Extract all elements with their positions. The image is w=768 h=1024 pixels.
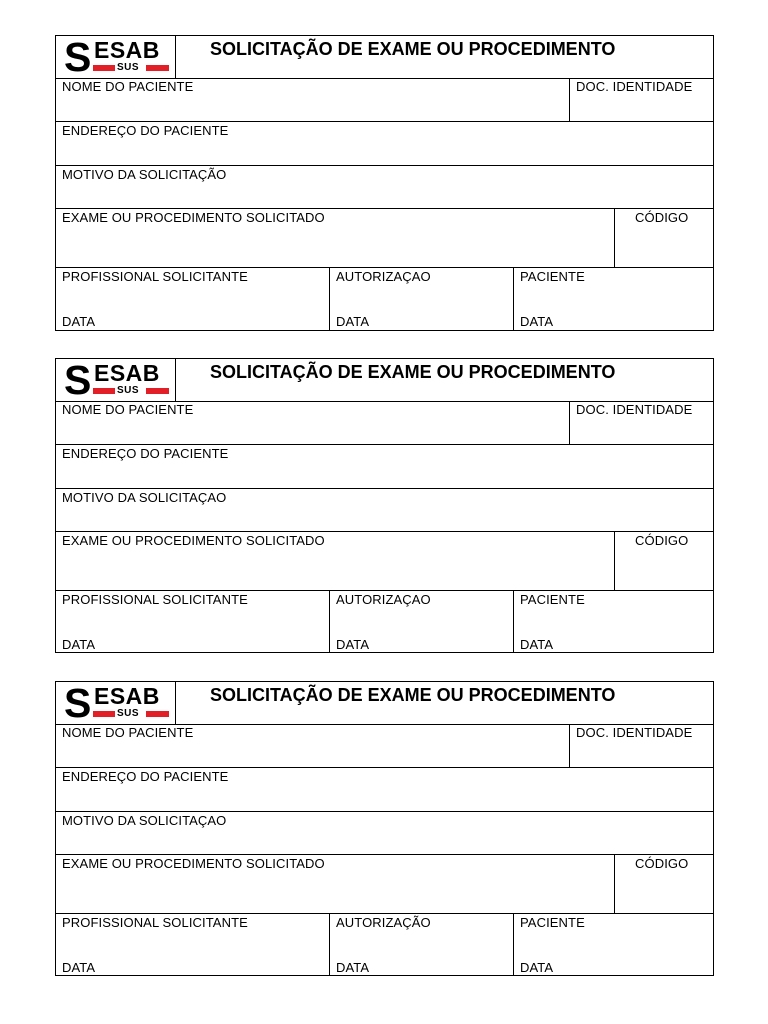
authorization-field[interactable] bbox=[329, 591, 513, 653]
row-exam bbox=[56, 209, 713, 268]
request-form-2 bbox=[55, 358, 714, 653]
id-document-field[interactable] bbox=[569, 78, 713, 121]
authorization-label: AUTORIZAÇAO bbox=[336, 592, 431, 607]
logo-sub: SUS bbox=[117, 62, 140, 73]
authorization-field[interactable] bbox=[329, 268, 513, 330]
form-header bbox=[56, 36, 713, 79]
patient-field[interactable] bbox=[513, 914, 713, 976]
code-label: CÓDIGO bbox=[635, 533, 689, 548]
patient-label: PACIENTE bbox=[520, 269, 585, 284]
reason-field[interactable] bbox=[56, 812, 713, 854]
date-label: DATA bbox=[520, 314, 554, 329]
patient-name-field[interactable] bbox=[56, 724, 569, 767]
form-header bbox=[56, 359, 713, 402]
row-reason bbox=[56, 166, 713, 209]
logo-name: ESAB bbox=[94, 683, 160, 709]
code-field[interactable] bbox=[614, 855, 713, 913]
professional-label: PROFISSIONAL SOLICITANTE bbox=[62, 269, 248, 284]
code-field[interactable] bbox=[614, 209, 713, 267]
patient-field[interactable] bbox=[513, 591, 713, 653]
row-reason bbox=[56, 812, 713, 855]
patient-field[interactable] bbox=[513, 268, 713, 330]
address-label: ENDEREÇO DO PACIENTE bbox=[62, 446, 229, 461]
authorization-label: AUTORIZAÇAO bbox=[336, 269, 431, 284]
patient-name-field[interactable] bbox=[56, 78, 569, 121]
patient-label: PACIENTE bbox=[520, 915, 585, 930]
date-label: DATA bbox=[62, 960, 96, 975]
form-header bbox=[56, 682, 713, 725]
code-label: CÓDIGO bbox=[635, 856, 689, 871]
exam-field[interactable] bbox=[56, 855, 614, 913]
exam-label: EXAME OU PROCEDIMENTO SOLICITADO bbox=[62, 210, 325, 225]
row-exam bbox=[56, 532, 713, 591]
logo-name: ESAB bbox=[94, 360, 160, 386]
row-patient-name bbox=[56, 724, 713, 768]
row-reason bbox=[56, 489, 713, 532]
reason-field[interactable] bbox=[56, 166, 713, 208]
row-address bbox=[56, 445, 713, 489]
exam-field[interactable] bbox=[56, 532, 614, 590]
date-label: DATA bbox=[336, 960, 370, 975]
date-label: DATA bbox=[62, 314, 96, 329]
patient-name-label: NOME DO PACIENTE bbox=[62, 79, 194, 94]
date-label: DATA bbox=[520, 960, 554, 975]
sesab-logo bbox=[56, 682, 176, 724]
logo-red-bar-left bbox=[93, 65, 115, 71]
logo-red-bar-left bbox=[93, 388, 115, 394]
patient-name-label: NOME DO PACIENTE bbox=[62, 402, 194, 417]
professional-label: PROFISSIONAL SOLICITANTE bbox=[62, 915, 248, 930]
logo-letter: S bbox=[64, 34, 92, 80]
code-field[interactable] bbox=[614, 532, 713, 590]
date-label: DATA bbox=[62, 637, 96, 652]
authorization-label: AUTORIZAÇÃO bbox=[336, 915, 431, 930]
logo-sub: SUS bbox=[117, 708, 140, 719]
date-label: DATA bbox=[520, 637, 554, 652]
logo-sub: SUS bbox=[117, 385, 140, 396]
professional-label: PROFISSIONAL SOLICITANTE bbox=[62, 592, 248, 607]
logo-name: ESAB bbox=[94, 37, 160, 63]
reason-label: MOTIVO DA SOLICITAÇÃO bbox=[62, 167, 227, 182]
row-address bbox=[56, 768, 713, 812]
address-field[interactable] bbox=[56, 768, 713, 811]
logo-red-bar-right bbox=[146, 388, 169, 394]
date-label: DATA bbox=[336, 637, 370, 652]
request-form-3 bbox=[55, 681, 714, 976]
form-title: SOLICITAÇÃO DE EXAME OU PROCEDIMENTO bbox=[210, 362, 616, 382]
row-patient-name bbox=[56, 401, 713, 445]
id-document-label: DOC. IDENTIDADE bbox=[576, 725, 693, 740]
row-address bbox=[56, 122, 713, 166]
authorization-field[interactable] bbox=[329, 914, 513, 976]
address-field[interactable] bbox=[56, 122, 713, 165]
professional-field[interactable] bbox=[56, 591, 329, 653]
sesab-logo bbox=[56, 359, 176, 401]
professional-field[interactable] bbox=[56, 268, 329, 330]
sesab-logo bbox=[56, 36, 176, 78]
date-label: DATA bbox=[336, 314, 370, 329]
logo-red-bar-right bbox=[146, 65, 169, 71]
form-title: SOLICITAÇÃO DE EXAME OU PROCEDIMENTO bbox=[210, 685, 616, 705]
id-document-label: DOC. IDENTIDADE bbox=[576, 79, 693, 94]
reason-label: MOTIVO DA SOLICITAÇAO bbox=[62, 490, 227, 505]
row-signatures bbox=[56, 591, 713, 653]
code-label: CÓDIGO bbox=[635, 210, 689, 225]
request-form-1 bbox=[55, 35, 714, 331]
patient-label: PACIENTE bbox=[520, 592, 585, 607]
logo-letter: S bbox=[64, 357, 92, 403]
logo-letter: S bbox=[64, 680, 92, 726]
address-field[interactable] bbox=[56, 445, 713, 488]
logo-red-bar-right bbox=[146, 711, 169, 717]
patient-name-label: NOME DO PACIENTE bbox=[62, 725, 194, 740]
row-signatures bbox=[56, 268, 713, 330]
reason-field[interactable] bbox=[56, 489, 713, 531]
id-document-field[interactable] bbox=[569, 401, 713, 444]
professional-field[interactable] bbox=[56, 914, 329, 976]
exam-field[interactable] bbox=[56, 209, 614, 267]
patient-name-field[interactable] bbox=[56, 401, 569, 444]
id-document-field[interactable] bbox=[569, 724, 713, 767]
logo-red-bar-left bbox=[93, 711, 115, 717]
row-signatures bbox=[56, 914, 713, 976]
address-label: ENDEREÇO DO PACIENTE bbox=[62, 769, 229, 784]
exam-label: EXAME OU PROCEDIMENTO SOLICITADO bbox=[62, 533, 325, 548]
row-patient-name bbox=[56, 78, 713, 122]
reason-label: MOTIVO DA SOLICITAÇAO bbox=[62, 813, 227, 828]
id-document-label: DOC. IDENTIDADE bbox=[576, 402, 693, 417]
form-title: SOLICITAÇÃO DE EXAME OU PROCEDIMENTO bbox=[210, 39, 616, 59]
exam-label: EXAME OU PROCEDIMENTO SOLICITADO bbox=[62, 856, 325, 871]
row-exam bbox=[56, 855, 713, 914]
address-label: ENDEREÇO DO PACIENTE bbox=[62, 123, 229, 138]
